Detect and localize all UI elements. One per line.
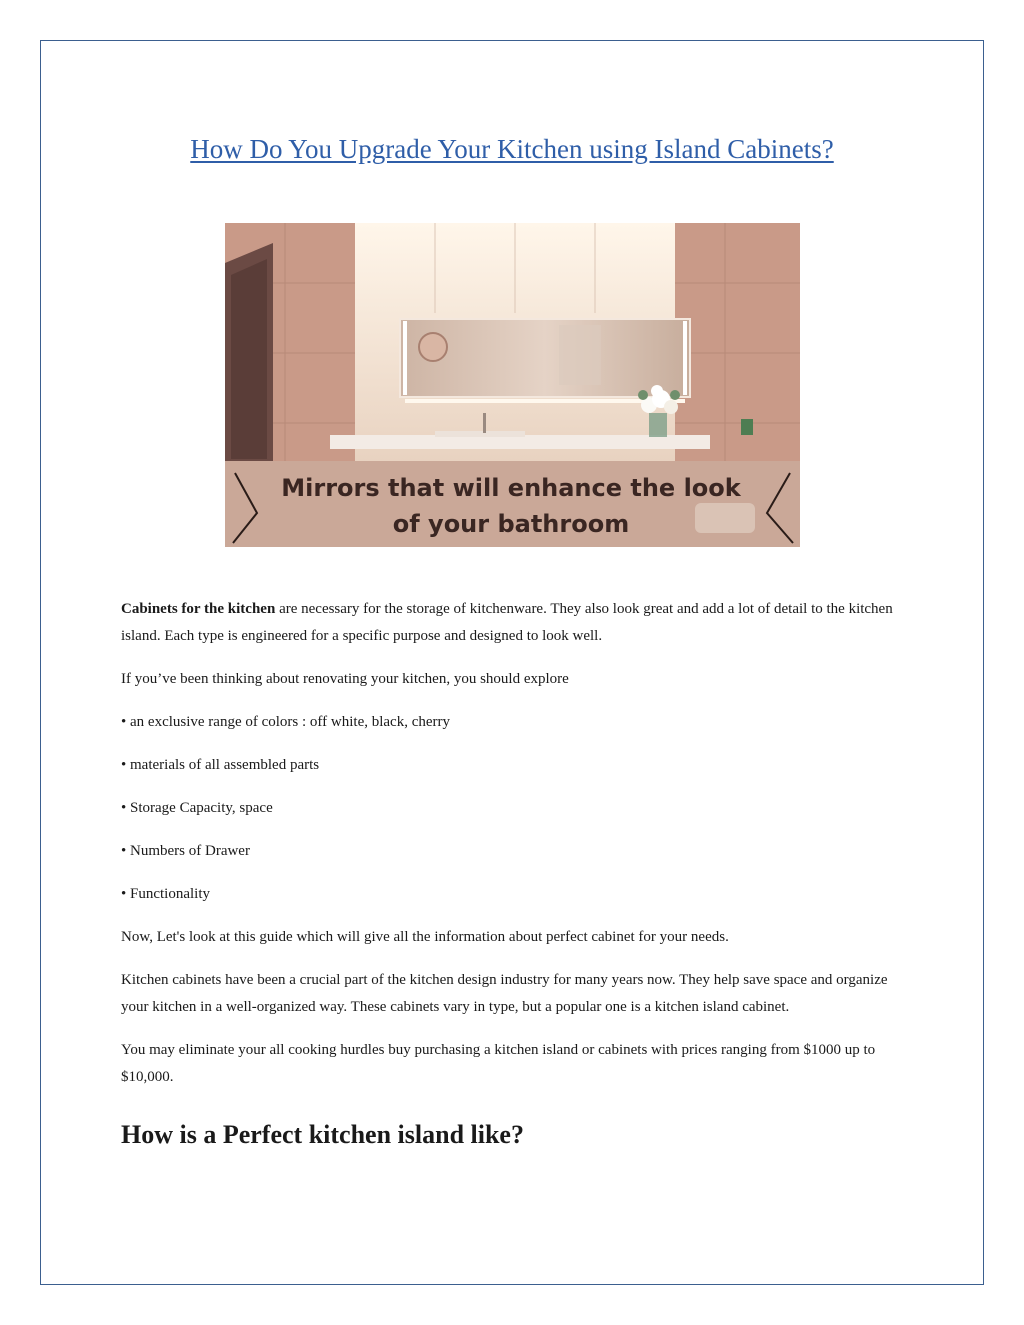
caption-line-2: of your bathroom — [392, 510, 630, 538]
caption-line-1: Mirrors that will enhance the look — [281, 474, 741, 502]
mirror — [400, 319, 690, 397]
bathroom-illustration — [225, 223, 800, 547]
countertop — [330, 435, 710, 449]
faucet — [483, 413, 486, 433]
section-heading: How is a Perfect kitchen island like? — [121, 1120, 524, 1149]
bullet-item: • Functionality — [121, 886, 210, 902]
intro-text: are necessary for the storage of kitchenware. They also look great and add a lot of detail to the kitchen island. Each type is engineered for a specific purpose and designed to look well. — [121, 601, 893, 644]
paragraph-prices: You may eliminate your all cooking hurdles buy purchasing a kitchen island or cabinets with prices ranging from $1000 up to $10,000. — [121, 1042, 876, 1085]
bold-lead: Cabinets for the kitchen — [121, 601, 276, 617]
paragraph-intro — [121, 596, 906, 650]
wall-switch — [741, 419, 753, 435]
bullet-item: • Numbers of Drawer — [121, 843, 250, 859]
paragraph-history: Kitchen cabinets have been a crucial part of the kitchen design industry for many years now. They help save space and organize your kitchen in a well-organized way. These cabinets vary in type, but a popular one is a kitchen island cabinet. — [121, 972, 888, 1015]
article-body — [121, 596, 906, 1151]
hero-image — [225, 223, 800, 547]
paragraph-explore: If you’ve been thinking about renovating your kitchen, you should explore — [121, 671, 569, 687]
page-title[interactable]: How Do You Upgrade Your Kitchen using Island Cabinets? — [190, 134, 834, 164]
bullet-item: • materials of all assembled parts — [121, 757, 320, 773]
magnifying-mirror — [419, 333, 447, 361]
bullet-item: • an exclusive range of colors : off white, black, cherry — [121, 714, 451, 730]
paragraph-guide: Now, Let's look at this guide which will give all the information about perfect cabinet for your needs. — [121, 929, 729, 945]
bullet-item: • Storage Capacity, space — [121, 800, 273, 816]
